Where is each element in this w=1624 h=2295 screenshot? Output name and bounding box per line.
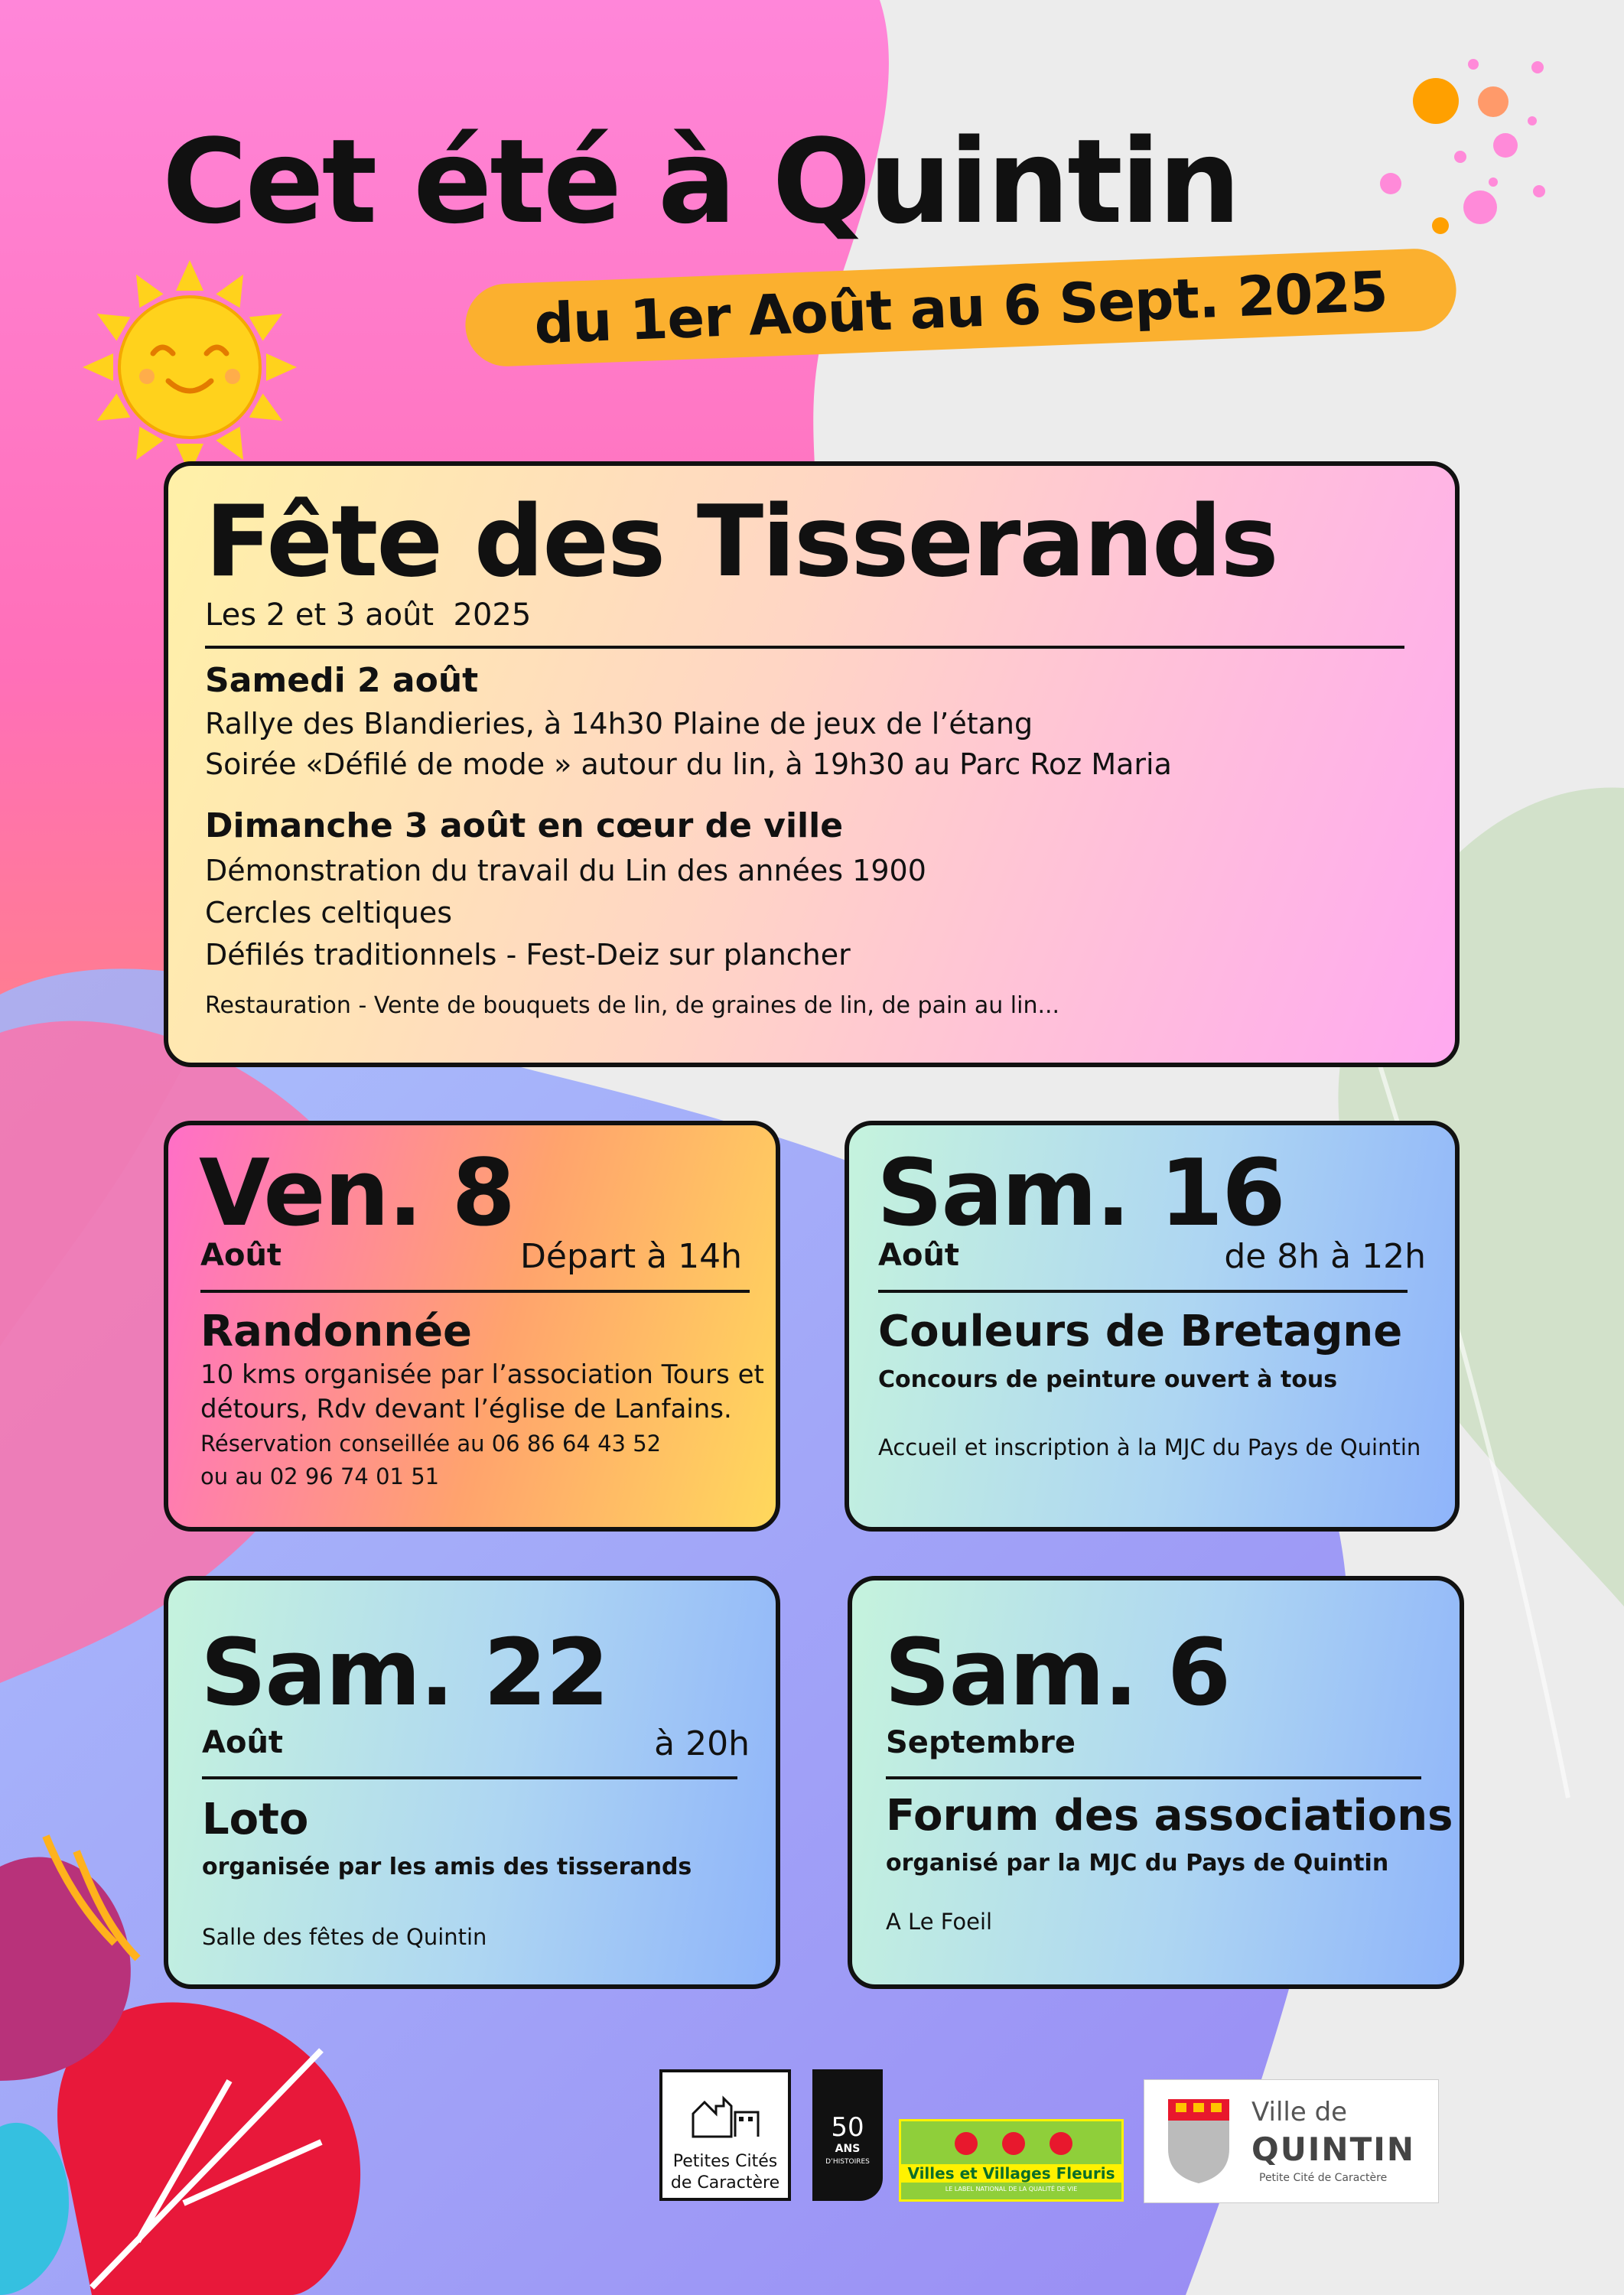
- date-range-text: du 1er Août au 6 Sept. 2025: [532, 259, 1389, 356]
- event-subtitle: organisée par les amis des tisserands: [202, 1854, 692, 1880]
- petite-cite-text: Petite Cité de Caractère: [1259, 2172, 1388, 2184]
- event-title: Forum des associations: [886, 1791, 1453, 1841]
- sun-icon: [75, 252, 304, 482]
- fete-divider: [205, 646, 1404, 649]
- fete-day2-heading: Dimanche 3 août en cœur de ville: [205, 806, 844, 845]
- villages-fleuris-logo: [899, 2119, 1124, 2202]
- event-desc-line: détours, Rdv devant l’église de Lanfains.: [200, 1394, 732, 1424]
- petites-cites-logo: [659, 2069, 791, 2201]
- event-phone-line: Réservation conseillée au 06 86 64 43 52: [200, 1431, 662, 1457]
- fifty-years-logo: [812, 2069, 883, 2201]
- flower-icon: [1002, 2132, 1025, 2155]
- event-month: Août: [878, 1238, 960, 1273]
- fete-day2-line: Défilés traditionnels - Fest-Deiz sur plancher: [205, 938, 851, 972]
- page-title: Cet été à Quintin: [162, 114, 1239, 249]
- event-subtitle: organisé par la MJC du Pays de Quintin: [886, 1850, 1389, 1877]
- event-title: Loto: [202, 1795, 309, 1844]
- flower-icon: [955, 2132, 978, 2155]
- event-day: Sam. 16: [877, 1141, 1284, 1247]
- event-day: Sam. 6: [884, 1620, 1230, 1727]
- event-day: Ven. 8: [199, 1141, 514, 1247]
- event-subtitle: Concours de peinture ouvert à tous: [878, 1366, 1338, 1393]
- event-card-sam-6: [848, 1576, 1464, 1989]
- villages-subtitle: LE LABEL NATIONAL DE LA QUALITÉ DE VIE: [945, 2186, 1078, 2192]
- event-divider: [886, 1776, 1421, 1779]
- event-time: de 8h à 12h: [1224, 1237, 1426, 1276]
- event-time: Départ à 14h: [520, 1237, 742, 1276]
- ville-de-text: Ville de: [1251, 2097, 1348, 2127]
- event-card-ven-8: [164, 1121, 780, 1532]
- event-location: A Le Foeil: [886, 1909, 993, 1935]
- villages-title: Villes et Villages Fleuris: [901, 2164, 1121, 2183]
- fete-note: Restauration - Vente de bouquets de lin, de graines de lin, de pain au lin...: [205, 992, 1060, 1019]
- quintin-text: QUINTIN: [1251, 2131, 1416, 2168]
- event-location: Accueil et inscription à la MJC du Pays de Quintin: [878, 1434, 1421, 1460]
- event-time: à 20h: [654, 1724, 750, 1763]
- fete-day1-line: Rallye des Blandieries, à 14h30 Plaine de jeux de l’étang: [205, 707, 1033, 741]
- fete-day2-line: Démonstration du travail du Lin des années 1900: [205, 854, 926, 887]
- event-day: Sam. 22: [200, 1620, 608, 1727]
- event-month: Août: [202, 1725, 284, 1760]
- ville-quintin-logo: [1144, 2079, 1439, 2203]
- event-phone-line: ou au 02 96 74 01 51: [200, 1463, 440, 1489]
- event-card-sam-22: [164, 1576, 780, 1989]
- fifty-number: 50: [831, 2112, 864, 2143]
- flower-icon: [1050, 2132, 1072, 2155]
- fete-day1-line: Soirée «Défilé de mode » autour du lin, à 19h30 au Parc Roz Maria: [205, 747, 1172, 781]
- fete-card: [164, 461, 1460, 1067]
- event-title: Randonnée: [200, 1307, 473, 1356]
- event-month: Août: [200, 1238, 282, 1273]
- event-divider: [878, 1290, 1408, 1293]
- petites-cites-text: Petites Cités: [672, 2152, 778, 2171]
- event-location: Salle des fêtes de Quintin: [202, 1924, 487, 1950]
- fifty-sub: D’HISTOIRES: [825, 2158, 870, 2166]
- fifty-label: ANS: [835, 2143, 861, 2155]
- event-card-sam-16: [845, 1121, 1460, 1532]
- crest-icon: [1164, 2095, 1233, 2187]
- event-month: Septembre: [886, 1725, 1076, 1760]
- petites-cites-text: de Caractère: [670, 2173, 780, 2192]
- fete-dates: Les 2 et 3 août 2025: [205, 597, 532, 633]
- fete-day2-line: Cercles celtiques: [205, 896, 453, 929]
- event-divider: [202, 1776, 737, 1779]
- event-title: Couleurs de Bretagne: [878, 1307, 1403, 1356]
- event-desc-line: 10 kms organisée par l’association Tours et: [200, 1359, 764, 1390]
- castle-icon: [662, 2083, 788, 2144]
- fete-title: Fête des Tisserands: [205, 485, 1277, 599]
- event-divider: [200, 1290, 750, 1293]
- fete-day1-heading: Samedi 2 août: [205, 661, 479, 700]
